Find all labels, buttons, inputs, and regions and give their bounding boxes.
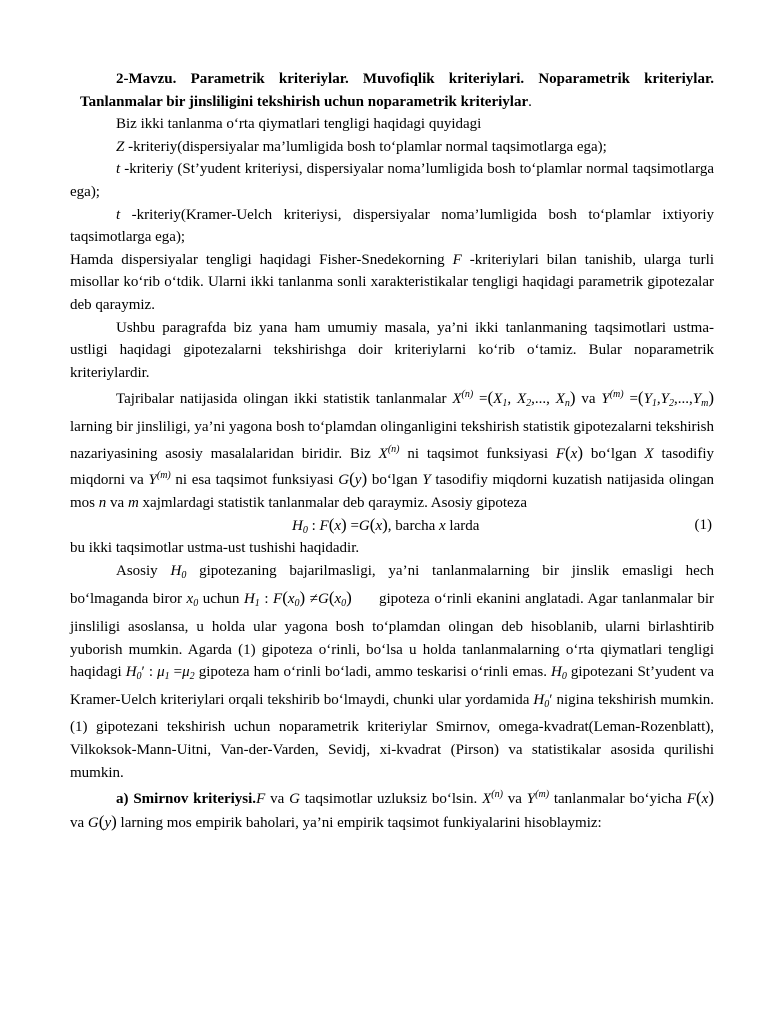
equation-1 [70, 514, 714, 537]
document-page [70, 68, 714, 834]
intro-paragraph: Biz ikki tanlanma o‘rta qiymatlari tengligi haqidagi quyidagi [116, 116, 482, 133]
t-kramer-welch-item: t -kriteriy(Kramer-Uelch kriteriysi, dispersiyalar noma’lumligida bosh to‘plamlar ixtiyoriy taqsimotlarga ega); [70, 206, 714, 246]
smirnov-heading: a) Smirnov kriteriysi. [116, 791, 257, 808]
equation-explanation: bu ikki taqsimotlar ustma-ust tushishi haqidadir. [70, 540, 360, 557]
z-criterion-item: Z -kriteriy(dispersiyalar ma’lumligida bosh to‘plamlar normal taqsimotlarga ega); [116, 138, 607, 155]
equation-formula: $H_0$ : F(x) =G(x), barcha x larda [292, 515, 480, 537]
nonparametric-intro-paragraph: Ushbu paragrafda biz yana ham umumiy masala, ya’ni ikki tanlanmaning taqsimotlari ustma-ustligi haqidagi gipotezalarni tekshirishga doir kriteriylarni ko‘rib o‘tamiz. Bular noparametrik kriteriylardir. [70, 319, 714, 381]
fisher-paragraph: Hamda dispersiyalar tengligi haqidagi Fisher-Snedekorning F -kriteriylari bilan tanishib, ularga turli misollar ko‘rib o‘tdik. Ularni ikki tanlanma sonli xarakteristikalar tengligi haqidagi parametrik gipotezalar deb qaraymiz. [70, 251, 715, 313]
topic-title: 2-Mavzu. Parametrik kriteriylar. Muvofiqlik kriteriylari. Noparametrik kriteriylar. Tanlanmalar bir jinsliligini tekshirish uchun noparametrik kriteriylar. [80, 71, 714, 110]
smirnov-paragraph: a) Smirnov kriteriysi.F va G taqsimotlar uzluksiz bo‘lsin. $X^{(n)}$ va $Y^{(m)}$ tanlanmalar bo‘yicha F(x) va G(y) larning mos empirik baholari, ya’ni empirik taqsimot funkiyalarini hisoblaymiz: [70, 788, 714, 831]
t-student-item: t -kriteriy (St’yudent kriteriysi, dispersiyalar noma’lumligida bosh to‘plamlar normal taqsimotlarga ega); [70, 161, 714, 200]
equation-number: (1) [694, 517, 712, 534]
samples-paragraph: Tajribalar natijasida olingan ikki statistik tanlanmalar $X^{(n)} =(X_1$, $X_2$,..., $X_n$) va $Y^{(m)} =(Y_1,Y_2,...,Y_m)$ larning bir jinsliligi, ya’ni yagona bosh to‘plamdan olinganligini tekshirish statistik gipotezalarni tekshirish nazariyasining asosiy masalalaridan biridir. Biz $X^{(n)}$ ni taqsimot funksiyasi F(x) bo‘lgan X tasodifiy miqdorni va $Y^{(m)}$ ni esa taqsimot funksiyasi G(y) bo‘lgan Y tasodifiy miqdorni kuzatish natijasida olingan mos n va m xajmlardagi statistik tanlanmalar deb qaraymiz. Asosiy gipoteza [70, 388, 715, 511]
hypothesis-paragraph: Asosiy $H_0$ gipotezaning bajarilmasligi, ya’ni tanlanmalarning bir jinslik emasligi hech bo‘lmaganda biror $x_0$ uchun $H_1$ : $F(x_0) \ne G(x_0)$ gipoteza o‘rinli ekanini anglatadi. Agar tanlanmalar bir jinsliligi asoslansa, u holda ular yagona bosh to‘plamdan olingan deb hisoblanib, ularni birlashtirib yuborish mumkin. Agarda (1) gipoteza o‘rinli, bo‘lsa u holda tanlanmalarning o‘rta qiymatlari tengligi haqidagi $H_0'$ : $\mu_1 =\mu_2$ gipoteza ham o‘rinli bo‘ladi, ammo teskarisi o‘rinli emas. $H_0$ gipotezani St’yudent va Kramer-Uelch kriteriylari orqali tekshirib bo‘lmaydi, chunki ular yordamida $H_0'$ nigina tekshirish mumkin. (1) gipotezani tekshirish uchun noparametrik kriteriylar Smirnov, omega-kvadrat(Leman-Rozenblatt), Vilkoksok-Mann-Uitni, Van-der-Varden, Sevidj, xi-kvadrat (Pirson) va statistikalar asosida qurilishi mumkin. [70, 562, 714, 781]
